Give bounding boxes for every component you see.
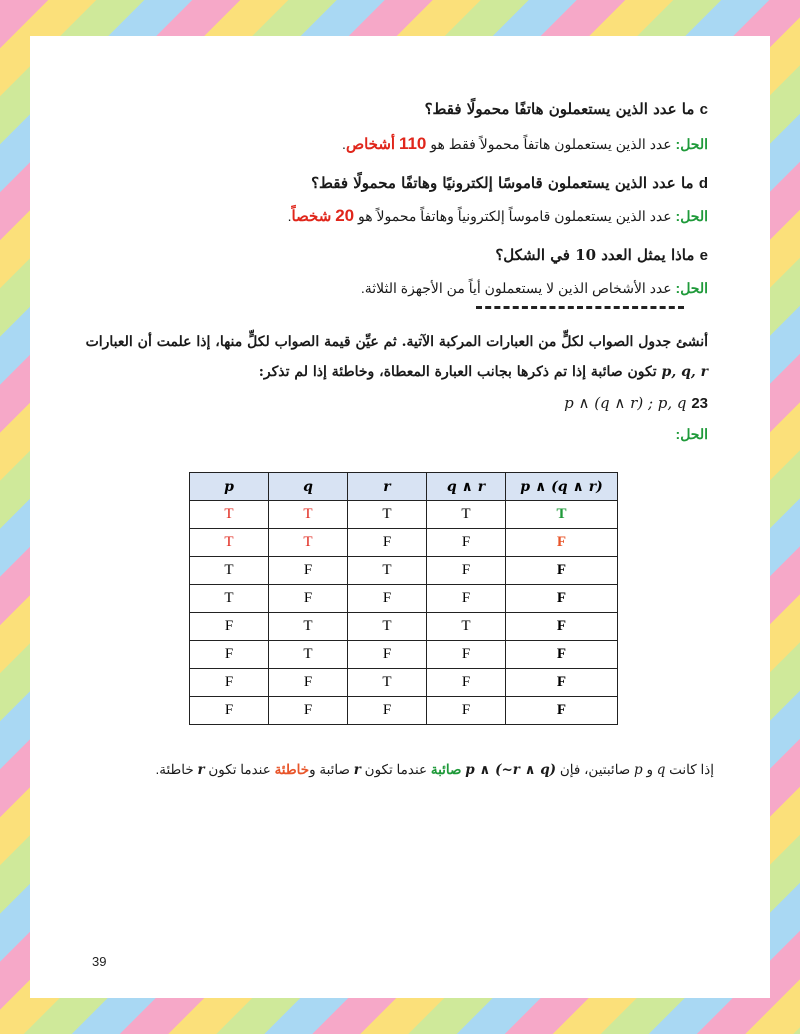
conclusion-t4: عندما تكون — [364, 762, 428, 777]
answer-d-label: الحل: — [675, 208, 708, 224]
table-cell: F — [190, 697, 269, 725]
answer-d-text: عدد الذين يستعملون قاموساً إلكترونياً وهاتفاً محمولاً هو — [358, 208, 672, 224]
table-row — [190, 641, 618, 669]
table-cell: F — [506, 641, 618, 669]
table-cell: T — [427, 501, 506, 529]
table-cell: F — [269, 669, 348, 697]
problem-23 — [564, 394, 708, 412]
conclusion-var-p: p — [634, 762, 643, 778]
conclusion-expression: p ∧ (~r ∧ q) — [465, 762, 557, 778]
table-cell: F — [348, 529, 427, 557]
problem-solution-label-row — [676, 426, 708, 443]
table-cell: F — [190, 641, 269, 669]
problem-number: 23 — [691, 395, 708, 412]
table-cell: F — [269, 557, 348, 585]
conclusion-t6: عندما تكون — [208, 762, 271, 777]
conclusion-t5: صائبة و — [309, 762, 350, 777]
answer-c-end: . — [342, 136, 346, 152]
question-c — [425, 100, 708, 118]
conclusion-var-r-2: r — [197, 762, 205, 778]
header-q-and-r: q ∧ r — [427, 473, 506, 501]
table-cell: F — [427, 585, 506, 613]
table-cell: T — [190, 557, 269, 585]
table-cell: T — [506, 501, 618, 529]
answer-e — [361, 280, 708, 297]
question-d-letter: d — [698, 175, 708, 192]
conclusion-t2: و — [646, 762, 653, 777]
dashed-divider — [476, 306, 684, 309]
table-cell: F — [348, 641, 427, 669]
answer-d — [288, 206, 708, 226]
instruction-text-2: تكون صائبة إذا تم ذكرها بجانب العبارة المعطاة، وخاطئة إذا لم تذكر: — [258, 364, 657, 380]
table-cell: T — [269, 529, 348, 557]
table-cell: F — [506, 557, 618, 585]
page-number: 39 — [92, 954, 107, 969]
table-cell: F — [348, 697, 427, 725]
problem-solution-label: الحل: — [675, 426, 708, 442]
table-cell: T — [348, 669, 427, 697]
table-cell: F — [427, 697, 506, 725]
answer-c-text: عدد الذين يستعملون هاتفاً محمولاً فقط هو — [430, 136, 672, 152]
table-row — [190, 557, 618, 585]
table-cell: T — [190, 585, 269, 613]
conclusion-t3: صائبتين، فإن — [559, 762, 631, 777]
instruction-line-1 — [86, 334, 708, 350]
conclusion-t1: إذا كانت — [669, 762, 714, 777]
question-e-letter: e — [699, 247, 708, 264]
table-cell: F — [190, 613, 269, 641]
instruction-text-1: أنشئ جدول الصواب لكلٍّ من العبارات المركبة الآتية. ثم عيِّن قيمة الصواب لكلٍّ منها، إذا علمت أن العبارات — [85, 334, 708, 350]
table-cell: F — [506, 529, 618, 557]
instruction-line-2 — [259, 364, 708, 380]
conclusion-var-q: q — [656, 762, 666, 778]
question-e-text: ماذا يمثل العدد 10 في الشكل؟ — [495, 246, 695, 264]
answer-e-label: الحل: — [675, 280, 708, 296]
table-cell: F — [269, 585, 348, 613]
table-cell: F — [506, 669, 618, 697]
question-d-text: ما عدد الذين يستعملون قاموسًا إلكترونيًا وهاتفًا محمولًا فقط؟ — [311, 174, 694, 192]
table-row — [190, 529, 618, 557]
instruction-vars: p, q, r — [661, 364, 708, 380]
answer-d-number: 20 — [335, 206, 355, 225]
answer-c-label: الحل: — [675, 136, 708, 152]
header-q: q — [269, 473, 348, 501]
table-row — [190, 697, 618, 725]
question-e — [495, 246, 708, 264]
table-row — [190, 669, 618, 697]
table-cell: F — [506, 697, 618, 725]
question-d — [311, 174, 708, 192]
question-c-text: ما عدد الذين يستعملون هاتفًا محمولًا فقط؟ — [424, 100, 695, 118]
answer-c-unit: أشخاص — [345, 136, 396, 153]
table-cell: T — [269, 613, 348, 641]
conclusion-false-word: خاطئة — [274, 762, 310, 777]
conclusion-true-word: صائبة — [430, 762, 462, 777]
table-cell: F — [427, 641, 506, 669]
header-p: p — [190, 473, 269, 501]
answer-c-number: 110 — [398, 134, 427, 153]
table-cell: T — [190, 529, 269, 557]
conclusion-t7: خاطئة. — [155, 762, 194, 777]
table-row — [190, 585, 618, 613]
table-cell: T — [348, 613, 427, 641]
question-c-letter: c — [699, 101, 708, 118]
table-cell: T — [269, 641, 348, 669]
table-header-row — [190, 473, 618, 501]
header-p-and-q-and-r: p ∧ (q ∧ r) — [506, 473, 618, 501]
answer-e-text: عدد الأشخاص الذين لا يستعملون أياً من الأجهزة الثلاثة. — [360, 280, 672, 296]
table-cell: F — [427, 529, 506, 557]
table-row — [190, 613, 618, 641]
table-cell: F — [269, 697, 348, 725]
answer-d-end: . — [287, 208, 292, 224]
header-r: r — [348, 473, 427, 501]
table-cell: F — [190, 669, 269, 697]
table-row — [190, 501, 618, 529]
table-cell: T — [348, 557, 427, 585]
answer-d-unit: شخصاً — [291, 208, 332, 225]
problem-expression: p ∧ (q ∧ r) ; p, q — [564, 394, 687, 412]
answer-c — [342, 134, 708, 154]
table-cell: F — [506, 585, 618, 613]
conclusion — [155, 762, 714, 778]
table-cell: T — [427, 613, 506, 641]
truth-table — [189, 472, 618, 725]
table-cell: T — [269, 501, 348, 529]
conclusion-var-r-1: r — [353, 762, 361, 778]
table-cell: T — [348, 501, 427, 529]
table-cell: F — [506, 613, 618, 641]
table-cell: F — [427, 669, 506, 697]
table-cell: F — [348, 585, 427, 613]
page-sheet — [30, 36, 770, 998]
table-cell: F — [427, 557, 506, 585]
table-cell: T — [190, 501, 269, 529]
